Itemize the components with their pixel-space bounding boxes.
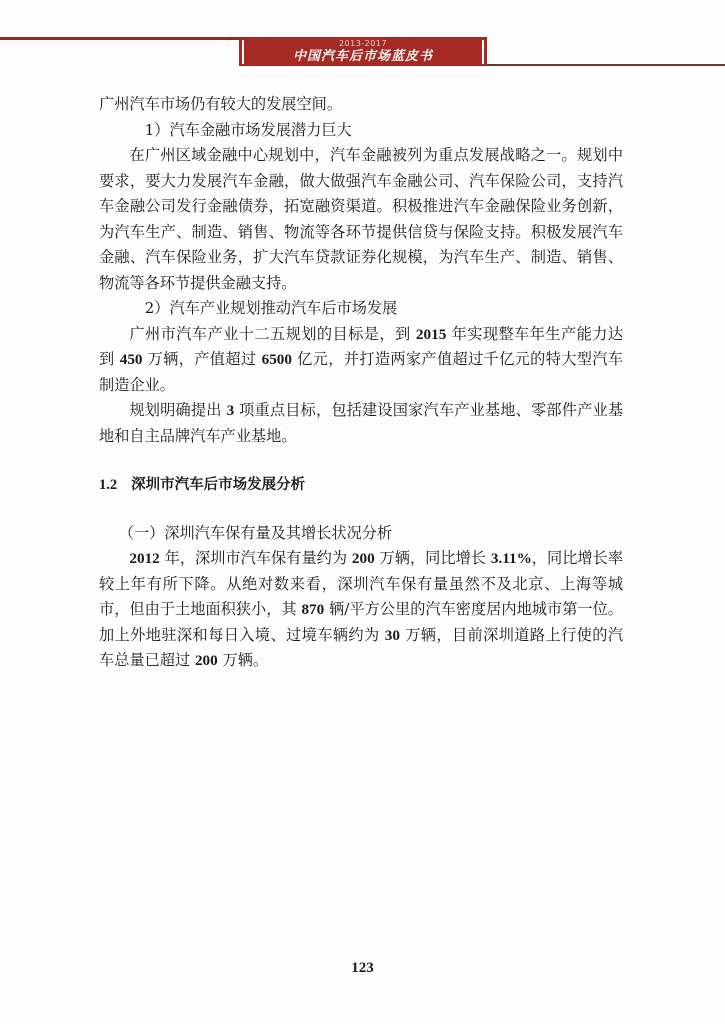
header-year-range: 2013-2017 <box>338 39 388 48</box>
running-header <box>239 37 487 66</box>
header-book-title: 中国汽车后市场蓝皮书 <box>292 49 433 64</box>
subheading-industry-plan: 2）汽车产业规划推动汽车后市场发展 <box>144 299 398 317</box>
header-bar-right <box>482 40 484 64</box>
paragraph-auto-finance: 在广州区域金融中心规划中，汽车金融被列为重点发展战略之一。规划中要求，要大力发展汽车金融，做大做强汽车金融公司、汽车保险公司，支持汽车金融公司发行金融债券，拓宽融资渠道。积极推进汽车金融保险业务创新，为汽车生产、制造、销售、物流等各环节提供信贷与保险支持。积极发展汽车金融、汽车保险业务，扩大汽车贷款证券化规模，为汽车生产、制造、销售、物流等各环节提供金融支持。 <box>99 146 623 292</box>
header-rule-left <box>0 37 240 40</box>
paragraph-key-goals: 规划明确提出 3 项重点目标，包括建设国家汽车产业基地、零部件产业基地和自主品牌汽车产业基地。 <box>99 401 624 445</box>
header-rule-right <box>486 64 725 66</box>
section-number: 1.2 <box>99 477 118 493</box>
section-heading <box>99 473 623 499</box>
page-number: 123 <box>351 960 374 976</box>
header-bar-left <box>242 40 244 64</box>
section-title: 深圳市汽车后市场发展分析 <box>131 477 306 493</box>
paragraph-industry-plan: 广州市汽车产业十二五规划的目标是，到 2015 年实现整车年生产能力达到 450 万辆，产值超过 6500 亿元，并打造两家产值超过千亿元的特大型汽车制造企业。 <box>99 324 624 394</box>
paragraph-shenzhen-ownership: 2012 年，深圳市汽车保有量约为 200 万辆，同比增长 3.11%，同比增长率较上年有所下降。从绝对数来看，深圳汽车保有量虽然不及北京、上海等城市，但由于土地面积狭小，其 870 辆/平方公里的汽车密度居内地城市第一位。加上外地驻深和每日入境、过境车辆约为 30 万辆，目前深圳道路上行使的汽车总量已超过 200 万辆。 <box>99 549 624 669</box>
subheading-auto-finance: 1）汽车金融市场发展潜力巨大 <box>144 120 352 139</box>
page-body <box>99 92 623 674</box>
paragraph-continuation: 广州汽车市场仍有较大的发展空间。 <box>99 95 342 113</box>
subheading-shenzhen-ownership: （一）深圳汽车保有量及其增长状况分析 <box>118 523 393 542</box>
